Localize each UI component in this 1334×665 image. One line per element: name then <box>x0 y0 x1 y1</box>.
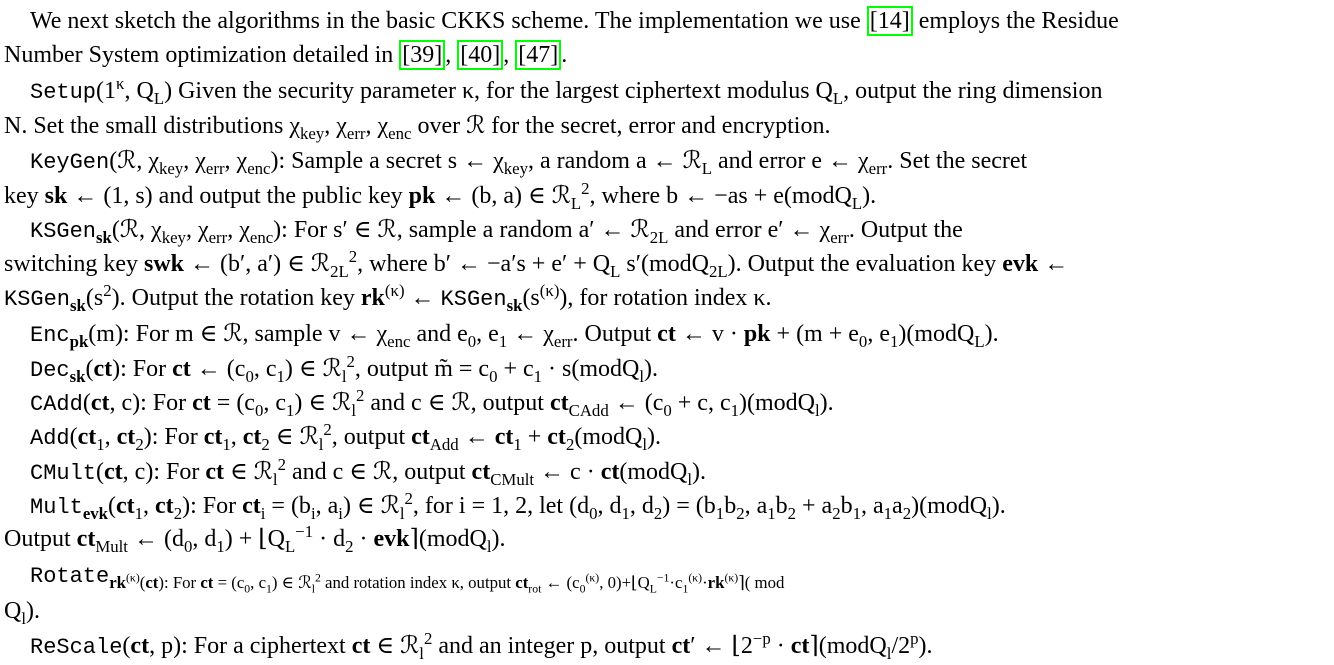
paragraph-rotate-line-0: Rotate$_{rk^{(\kappa)}(ct): For ct = (c_0, c_1) \in ℛ_l^2 and rotation index \kappa, output ct_{rot} \leftarrow (c_0^{(\kappa)}, 0)+⌊Q_L^{-1}\cdot c_1^{(\kappa)}\cdot rk^{(\kappa)}⌉( mod}$ <box>30 564 785 596</box>
citation-link[interactable]: [47] <box>515 40 561 70</box>
citation-link[interactable]: [39] <box>399 40 445 70</box>
paragraph-keygen-line-1: key sk ← (1, s) and output the public key pk ← (b, a) ∈ ℛ$_L^2$, where b ← −as + e(modQ$_L$). <box>4 179 877 213</box>
paragraph-rotate-line-1: $Q_l$). <box>4 598 41 628</box>
paragraph-ksgen-line-2: $KSGen_{sk}(s^2)$. Output the rotation key $rk^{(\kappa)}$ ← $KSGen_{sk}(s^{(\kappa)})$, for rotation index κ. <box>4 281 772 315</box>
paragraph-setup-line-0: $Setup(1^\kappa$, $Q_L$) Given the security parameter κ, for the largest ciphertext modulus $Q_L$, output the ring dimension <box>30 74 1103 108</box>
paragraph-keygen-line-0: KeyGen(ℛ, $\chi_{key}$, $\chi_{err}$, $\chi_{enc}$): Sample a secret s ← $\chi_{key}$, a random a ← ℛ$_L$ and error e ← $\chi_{err}$. Set the secret <box>30 146 1028 178</box>
citation-link[interactable]: [40] <box>457 40 503 70</box>
paragraph-dec-line-0: Dec$_{sk}$(ct): For ct ← ($c_0$, $c_1$) ∈ ℛ$_l^2$, output m̃ = $c_0 + c_1$ · s(modQ$_l$). <box>30 352 659 386</box>
paragraph-enc-line-0: Enc$_{pk}$(m): For m ∈ ℛ, sample v ← $\chi_{enc}$ and $e_0$, $e_1$ ← $\chi_{err}$. Output ct ← v · pk + ($m + e_0$, $e_1)(modQ_L)$. <box>30 319 999 351</box>
paragraph-intro-line-0: We next sketch the algorithms in the basic CKKS scheme. The implementation we use [14] employs the Residue <box>30 8 1119 34</box>
paragraph-mult-line-1: Output $ct_{Mult}$ ← ($d_0$, $d_1$) + $⌊Q_L^{-1} \cdot d_2$ · evk⌉(modQ$_l$). <box>4 522 506 556</box>
paragraph-cadd-line-0: CAdd(ct, c): For ct = ($c_0$, $c_1$) ∈ ℛ$_l^2$ and c ∈ ℛ, output $ct_{CAdd}$ ← ($c_0 + c$, $c_1)(modQ_l)$. <box>30 386 834 420</box>
paragraph-ksgen-line-0: KSGen$_{sk}$(ℛ, $\chi_{key}$, $\chi_{err}$, $\chi_{enc}$): For s′ ∈ ℛ, sample a random a′ ← ℛ$_{2L}$ and error e′ ← $\chi_{err}$. Output the <box>30 215 963 247</box>
paragraph-rescale-line-0: ReScale(ct, p): For a ciphertext ct ∈ ℛ$_l^2$ and an integer p, output ct′ ← $⌊2^{-p}$ · $ct⌉(modQ_l/2^p)$. <box>30 629 933 663</box>
paragraph-cmult-line-0: CMult(ct, c): For ct ∈ ℛ$_l^2$ and c ∈ ℛ, output $ct_{CMult}$ ← c · ct(modQ$_l$). <box>30 455 707 489</box>
citation-link[interactable]: [14] <box>867 6 913 36</box>
paragraph-mult-line-0: $Mult_{evk}(ct_1$, $ct_2$): For $ct_i = (b_i$, $a_i$) ∈ ℛ$_l^2$, for i = 1, 2, let ($d_0$, $d_1$, $d_2) = (b_1b_2$, $a_1b_2 + a_2b_1$, $a_1a_2)(modQ_l)$. <box>30 489 1006 523</box>
paragraph-ksgen-line-1: switching key swk ← (b′, a′) ∈ ℛ$_{2L}^2$, where b′ ← $-a's + e' + Q_L$ s′(modQ$_{2L}$). Output the evaluation key evk ← <box>4 247 1069 281</box>
paragraph-add-line-0: $Add(ct_1$, $ct_2$): For $ct_1$, $ct_2$ ∈ ℛ$_l^2$, output $ct_{Add}$ ← $ct_1$ + $ct_2(modQ_l)$. <box>30 420 661 454</box>
paragraph-intro-line-1: Number System optimization detailed in [39] , [40] , [47] . <box>4 42 568 68</box>
paragraph-setup-line-1: N. Set the small distributions $\chi_{key}$, $\chi_{err}$, $\chi_{enc}$ over ℛ for the secret, error and encryption. <box>4 111 831 143</box>
